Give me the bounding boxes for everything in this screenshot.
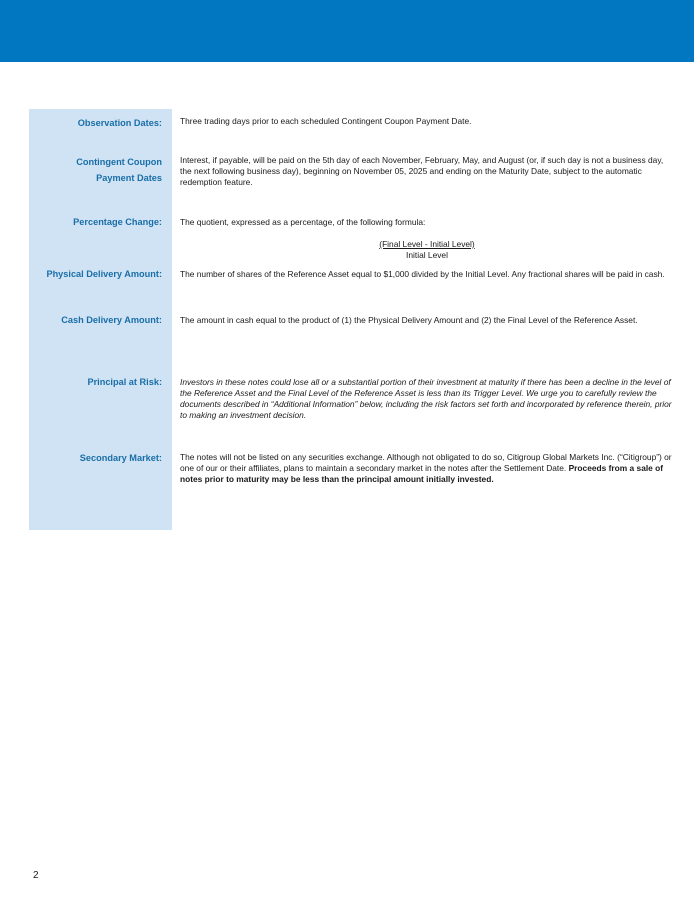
term-label: Secondary Market: (79, 453, 162, 463)
term-label: Observation Dates: (77, 118, 162, 128)
term-label: Principal at Risk: (87, 377, 162, 387)
term-value (180, 217, 674, 261)
term-value: The number of shares of the Reference Asset equal to $1,000 divided by the Initial Level. Any fractional shares will be paid in cash. (180, 269, 665, 279)
term-label: Physical Delivery Amount: (46, 269, 162, 279)
percentage-formula (180, 239, 674, 261)
term-label-line: Payment Dates (96, 173, 162, 183)
term-label-line: Contingent Coupon (76, 157, 162, 167)
term-label (29, 154, 162, 186)
term-text-bold: Proceeds from a sale of notes prior to maturity may be less than the principal amount initially invested. (180, 463, 664, 484)
header-band (0, 0, 694, 62)
term-value: Investors in these notes could lose all or a substantial portion of their investment at maturity if there has been a decline in the level of the Reference Asset and the Final Level of the Reference Asset is less than its Trigger Level. We urge you to carefully review the documents described in “Additional Information” below, including the risk factors set forth and incorporated by reference therein, prior to making an investment decision. (180, 377, 672, 420)
formula-numerator: (Final Level - Initial Level) (379, 239, 475, 249)
term-value: Three trading days prior to each scheduled Contingent Coupon Payment Date. (180, 116, 472, 126)
term-text: The quotient, expressed as a percentage, of the following formula: (180, 217, 426, 227)
page-number: 2 (33, 870, 39, 881)
term-value (180, 452, 674, 485)
term-text: The notes will not be listed on any securities exchange. Although not obligated to do so, Citigroup Global Markets Inc. (“Citigroup”) or one of our or their affiliates, plans to maintain a secondary market in the notes after the Settlement Date. (180, 452, 672, 473)
term-label: Cash Delivery Amount: (61, 315, 162, 325)
term-label: Percentage Change: (73, 217, 162, 227)
formula-denominator: Initial Level (406, 250, 448, 260)
term-value: Interest, if payable, will be paid on the 5th day of each November, February, May, and August (or, if such day is not a business day, the next following business day), beginning on November 05, 2025 and ending on the Maturity Date, subject to the automatic redemption feature. (180, 155, 664, 187)
term-value: The amount in cash equal to the product of (1) the Physical Delivery Amount and (2) the Final Level of the Reference Asset. (180, 315, 638, 325)
